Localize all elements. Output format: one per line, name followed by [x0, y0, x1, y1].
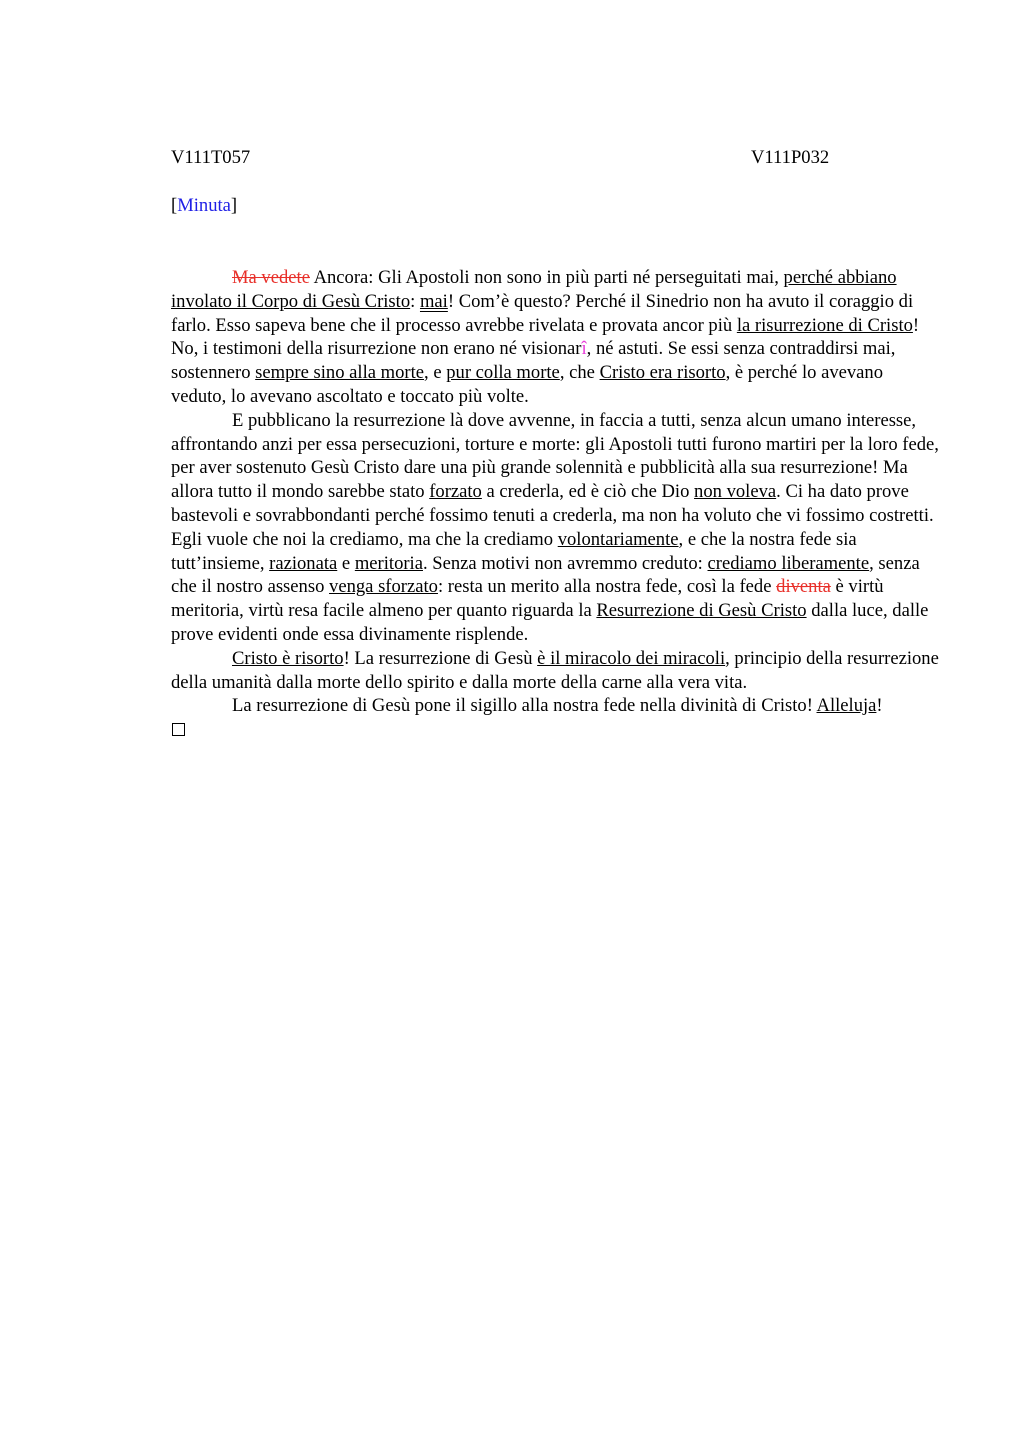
underlined-text: la risurrezione di Cristo [736, 314, 913, 336]
text-segment: , e che la nostra fede sia tutt’insieme, [171, 528, 857, 574]
text-segment: è virtù meritoria, virtù resa facile almeno per quanto riguarda la [171, 576, 884, 622]
underlined-text: Alleluja [816, 695, 877, 717]
underlined-text: meritoria [354, 552, 423, 574]
struck-through-text: diventa [776, 576, 831, 598]
underlined-text: Cristo è risorto [232, 647, 344, 669]
text-segment: a crederla, ed è ciò che Dio [481, 481, 695, 503]
checkbox-square-icon [172, 723, 185, 736]
text-segment: ! No, i testimoni della risurrezione non erano né visionar [171, 314, 920, 360]
struck-through-text: Ma vedete [232, 267, 310, 288]
text-segment: : [410, 290, 420, 312]
text-segment: E pubblicano la resurrezione là dove avvenne, in faccia a tutti, senza alcun umano interesse, affrontando anzi per essa persecuzioni, torture e morte: gli Apostoli tutti furono martiri per la loro fede, per aver sostenuto Gesù Cristo dare una più grande solennità e pubblicità alla sua resurrezione! Ma allora tutto il mondo sarebbe stato [171, 409, 939, 503]
text-segment: ! [876, 695, 883, 717]
minuta-bracket-open: [ [171, 195, 178, 216]
document-code-right: V111P032 [751, 147, 830, 168]
underlined-text: Cristo era risorto [599, 362, 726, 384]
paragraph [171, 647, 939, 695]
underlined-text: è il miracolo dei miracoli [537, 647, 726, 669]
minuta-bracket-close: ] [230, 195, 238, 216]
underlined-text: Resurrezione di Gesù Cristo [596, 600, 807, 622]
underlined-text: pur colla morte [446, 362, 560, 384]
text-segment: , senza che il nostro assenso [171, 552, 920, 598]
underlined-text: volontariamente [557, 528, 679, 550]
text-segment: , e [424, 362, 447, 384]
double-underlined-text: mai [419, 290, 448, 312]
paragraph [171, 266, 939, 409]
minuta-label-text: Minuta [177, 195, 231, 216]
text-segment: , principio della resurrezione della umanità dalla morte dello spirito e dalla morte della carne alla vera vita. [171, 647, 939, 693]
underlined-text: crediamo liberamente [707, 552, 870, 574]
text-segment: , è perché lo avevano veduto, lo avevano ascoltato e toccato più volte. [171, 362, 884, 407]
text-segment: La resurrezione di Gesù pone il sigillo alla nostra fede nella divinità di Cristo! [232, 695, 817, 717]
minuta-label [171, 195, 237, 217]
text-segment: Ancora: Gli Apostoli non sono in più parti né perseguitati mai, [309, 267, 784, 288]
underlined-text: non voleva [694, 481, 777, 503]
text-segment: e [337, 552, 355, 574]
text-segment: . Ci ha dato prove bastevoli e sovrabbondanti perché fossimo tenuti a crederla, ma non ha voluto che vi fossimo costretti. Egli vuole che noi la crediamo, ma che la crediamo [171, 481, 934, 550]
underlined-text: perché abbiano involato il Corpo di Gesù Cristo [171, 267, 897, 312]
text-segment: , che [559, 362, 600, 384]
highlighted-letter: î [581, 338, 587, 360]
text-segment: ! Com’è questo? Perché il Sinedrio non ha avuto il coraggio di farlo. Esso sapeva bene che il processo avrebbe rivelata e provata ancor più [171, 290, 914, 336]
underlined-text: sempre sino alla morte [255, 362, 425, 384]
document-code-left: V111T057 [171, 147, 251, 168]
text-segment: . Senza motivi non avremmo creduto: [422, 552, 708, 574]
document-body [171, 266, 939, 736]
underlined-text: venga sforzato [329, 576, 438, 598]
text-segment: ! La resurrezione di Gesù [343, 647, 538, 669]
text-segment: , né astuti. Se essi senza contraddirsi mai, sostennero [171, 338, 896, 384]
underlined-text: razionata [269, 552, 338, 574]
text-segment: dalla luce, dalle prove evidenti onde essa divinamente risplende. [171, 600, 929, 645]
paragraph [171, 409, 939, 647]
paragraph [171, 694, 939, 718]
underlined-text: forzato [429, 481, 482, 503]
text-segment: : resta un merito alla nostra fede, così la fede [437, 576, 777, 598]
